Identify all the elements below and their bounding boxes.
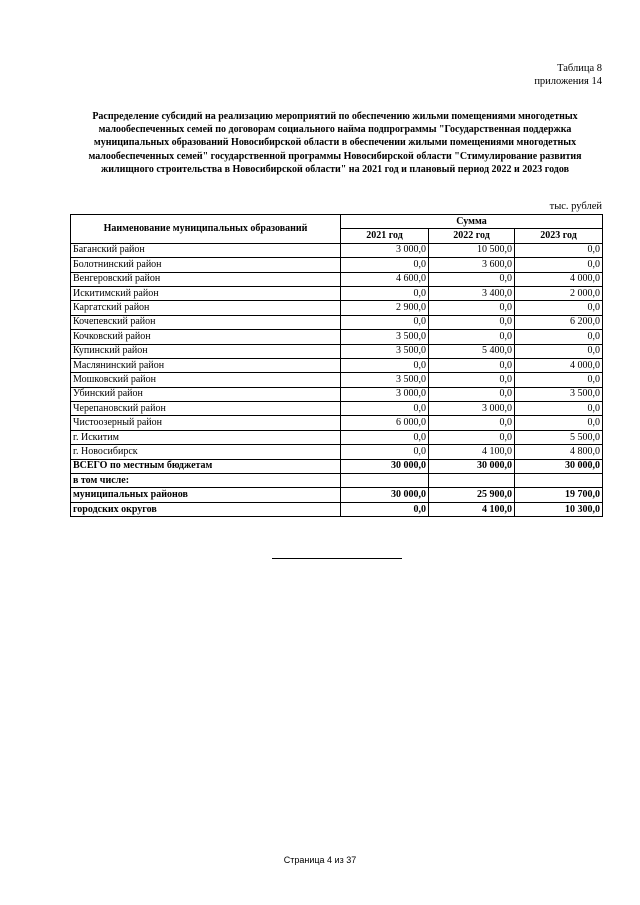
municipal-2021: 30 000,0: [341, 488, 429, 502]
amount-cell: 0,0: [515, 243, 603, 257]
amount-cell: 2 000,0: [515, 286, 603, 300]
amount-cell: 3 400,0: [429, 286, 515, 300]
amount-cell: 3 500,0: [341, 373, 429, 387]
municipal-2023: 19 700,0: [515, 488, 603, 502]
amount-cell: 6 200,0: [515, 315, 603, 329]
total-2022: 30 000,0: [429, 459, 515, 473]
amount-cell: 0,0: [429, 416, 515, 430]
table-row: [71, 301, 603, 315]
document-title: Распределение субсидий на реализацию мероприятий по обеспечению жильми помещениями многодетных малообеспеченных семей по договорам социального найма подпрограммы "Государственная поддержка муниципальных образований Новосибирской области в обеспечении жилыми помещениями многодетных малообеспеченных семей" государственной программы Новосибирской области "Стимулирование развития жилищного строительства в Новосибирской области" на 2021 год и плановый период 2022 и 2023 годов: [88, 111, 582, 175]
including-row: [71, 474, 603, 488]
municipal-districts-row: [71, 488, 603, 502]
amount-cell: 3 600,0: [429, 258, 515, 272]
total-2023: 30 000,0: [515, 459, 603, 473]
table-row: [71, 258, 603, 272]
municipality-name: Кочепевский район: [71, 315, 341, 329]
total-2021: 30 000,0: [341, 459, 429, 473]
amount-cell: 3 000,0: [341, 387, 429, 401]
municipality-name: Чистоозерный район: [71, 416, 341, 430]
table-row: [71, 430, 603, 444]
municipality-name: Мошковский район: [71, 373, 341, 387]
municipality-name: Черепановский район: [71, 402, 341, 416]
amount-cell: 0,0: [515, 402, 603, 416]
municipal-districts-label: муниципальных районов: [71, 488, 341, 502]
table-row: [71, 402, 603, 416]
municipality-name: г. Новосибирск: [71, 445, 341, 459]
municipality-name: Купинский район: [71, 344, 341, 358]
amount-cell: 0,0: [515, 373, 603, 387]
table-row: [71, 330, 603, 344]
municipality-name: Искитимский район: [71, 286, 341, 300]
table-row: [71, 358, 603, 372]
amount-cell: 0,0: [515, 258, 603, 272]
column-header-2023: 2023 год: [515, 229, 603, 243]
table-row: [71, 272, 603, 286]
page-number: Страница 4 из 37: [283, 855, 357, 865]
urban-districts-row: [71, 502, 603, 516]
amount-cell: 0,0: [429, 373, 515, 387]
subsidy-table: [70, 214, 603, 517]
amount-cell: 0,0: [515, 344, 603, 358]
table-row: [71, 373, 603, 387]
table-number: Таблица 8: [557, 63, 602, 74]
amount-cell: 0,0: [515, 330, 603, 344]
amount-cell: 0,0: [341, 445, 429, 459]
table-row: [71, 243, 603, 257]
amount-cell: 0,0: [341, 358, 429, 372]
municipality-name: Каргатский район: [71, 301, 341, 315]
amount-cell: 4 000,0: [515, 358, 603, 372]
amount-cell: 4 600,0: [341, 272, 429, 286]
amount-cell: 0,0: [429, 358, 515, 372]
amount-cell: 0,0: [429, 301, 515, 315]
table-row: [71, 445, 603, 459]
amount-cell: 0,0: [341, 402, 429, 416]
amount-cell: 4 000,0: [515, 272, 603, 286]
column-header-name: Наименование муниципальных образований: [71, 215, 341, 244]
municipality-name: Венгеровский район: [71, 272, 341, 286]
amount-cell: 0,0: [429, 272, 515, 286]
table-header-row: [71, 215, 603, 229]
units-label: тыс. рублей: [549, 201, 602, 212]
table-row: [71, 387, 603, 401]
amount-cell: 0,0: [341, 258, 429, 272]
appendix-number: приложения 14: [534, 76, 602, 87]
municipality-name: Кочковский район: [71, 330, 341, 344]
amount-cell: 4 100,0: [429, 445, 515, 459]
column-header-2022: 2022 год: [429, 229, 515, 243]
amount-cell: 3 000,0: [341, 243, 429, 257]
table-row: [71, 344, 603, 358]
amount-cell: 0,0: [515, 301, 603, 315]
amount-cell: 0,0: [515, 416, 603, 430]
table-row: [71, 416, 603, 430]
municipal-2022: 25 900,0: [429, 488, 515, 502]
amount-cell: 0,0: [341, 315, 429, 329]
amount-cell: 5 500,0: [515, 430, 603, 444]
total-label: ВСЕГО по местным бюджетам: [71, 459, 341, 473]
amount-cell: 2 900,0: [341, 301, 429, 315]
amount-cell: 0,0: [341, 286, 429, 300]
amount-cell: 0,0: [429, 315, 515, 329]
urban-2023: 10 300,0: [515, 502, 603, 516]
amount-cell: 3 500,0: [341, 344, 429, 358]
amount-cell: 5 400,0: [429, 344, 515, 358]
amount-cell: 0,0: [429, 430, 515, 444]
municipality-name: Баганский район: [71, 243, 341, 257]
table-body: [71, 243, 603, 459]
table-row: [71, 286, 603, 300]
amount-cell: 10 500,0: [429, 243, 515, 257]
municipality-name: Маслянинский район: [71, 358, 341, 372]
urban-districts-label: городских округов: [71, 502, 341, 516]
urban-2022: 4 100,0: [429, 502, 515, 516]
urban-2021: 0,0: [341, 502, 429, 516]
column-header-sum: Сумма: [341, 215, 603, 229]
amount-cell: 6 000,0: [341, 416, 429, 430]
municipality-name: г. Искитим: [71, 430, 341, 444]
including-label: в том числе:: [71, 474, 341, 488]
table-row: [71, 315, 603, 329]
amount-cell: 3 500,0: [515, 387, 603, 401]
total-row: [71, 459, 603, 473]
amount-cell: 0,0: [429, 387, 515, 401]
amount-cell: 0,0: [341, 430, 429, 444]
amount-cell: 3 500,0: [341, 330, 429, 344]
amount-cell: 3 000,0: [429, 402, 515, 416]
amount-cell: 0,0: [429, 330, 515, 344]
table-reference: [534, 62, 602, 88]
amount-cell: 4 800,0: [515, 445, 603, 459]
municipality-name: Убинский район: [71, 387, 341, 401]
column-header-2021: 2021 год: [341, 229, 429, 243]
municipality-name: Болотнинский район: [71, 258, 341, 272]
separator-line: [272, 558, 402, 559]
